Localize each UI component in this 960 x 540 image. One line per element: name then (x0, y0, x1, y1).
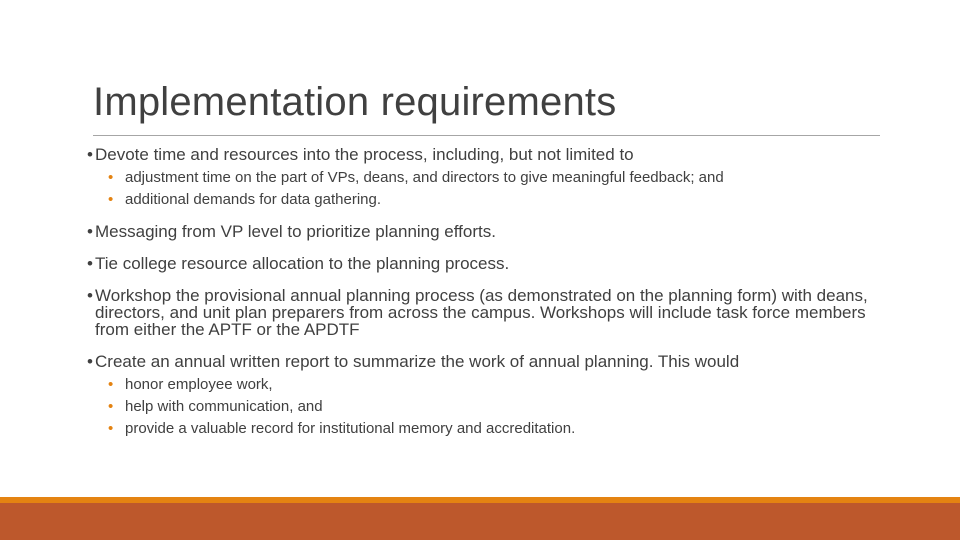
bullet-dot-icon: • (87, 222, 93, 241)
bullet-workshop (87, 287, 887, 338)
bullet-devote-time (87, 146, 887, 211)
bullet-text: Devote time and resources into the process, including, but not limited to (95, 145, 634, 164)
bullet-dot-icon: • (87, 254, 93, 273)
sub-bullet-dot-icon: • (108, 420, 114, 437)
sub-bullet-text: provide a valuable record for institutional memory and accreditation. (125, 420, 576, 437)
bullet-messaging (87, 223, 887, 240)
title-divider (93, 135, 880, 136)
sub-bullet (95, 374, 887, 396)
sub-bullet-text: additional demands for data gathering. (125, 191, 382, 208)
sub-bullet (95, 418, 887, 440)
sub-bullet (95, 167, 887, 189)
bullet-text: Workshop the provisional annual planning process (as demonstrated on the planning form) with deans, directors, and unit plan preparers from across the campus. Workshops will include task force members from either the APTF or the APDTF (95, 286, 868, 339)
sub-list (95, 167, 887, 211)
sub-bullet (95, 189, 887, 211)
sub-bullet-dot-icon: • (108, 398, 114, 415)
footer-band (0, 503, 960, 540)
sub-list (95, 374, 887, 440)
bullet-dot-icon: • (87, 352, 93, 371)
bullet-text: Messaging from VP level to prioritize planning efforts. (95, 222, 496, 241)
sub-bullet-text: honor employee work, (125, 376, 273, 393)
bullet-dot-icon: • (87, 286, 93, 305)
bullet-tie-resources (87, 255, 887, 272)
sub-bullet-dot-icon: • (108, 191, 114, 208)
sub-bullet-text: adjustment time on the part of VPs, deans, and directors to give meaningful feedback; and (125, 169, 724, 186)
slide-title: Implementation requirements (93, 80, 617, 124)
slide-body (87, 146, 887, 450)
bullet-dot-icon: • (87, 145, 93, 164)
sub-bullet-text: help with communication, and (125, 398, 323, 415)
sub-bullet (95, 396, 887, 418)
sub-bullet-dot-icon: • (108, 169, 114, 186)
bullet-text: Tie college resource allocation to the planning process. (95, 254, 510, 273)
bullet-annual-report (87, 353, 887, 440)
sub-bullet-dot-icon: • (108, 376, 114, 393)
bullet-text: Create an annual written report to summarize the work of annual planning. This would (95, 352, 740, 371)
